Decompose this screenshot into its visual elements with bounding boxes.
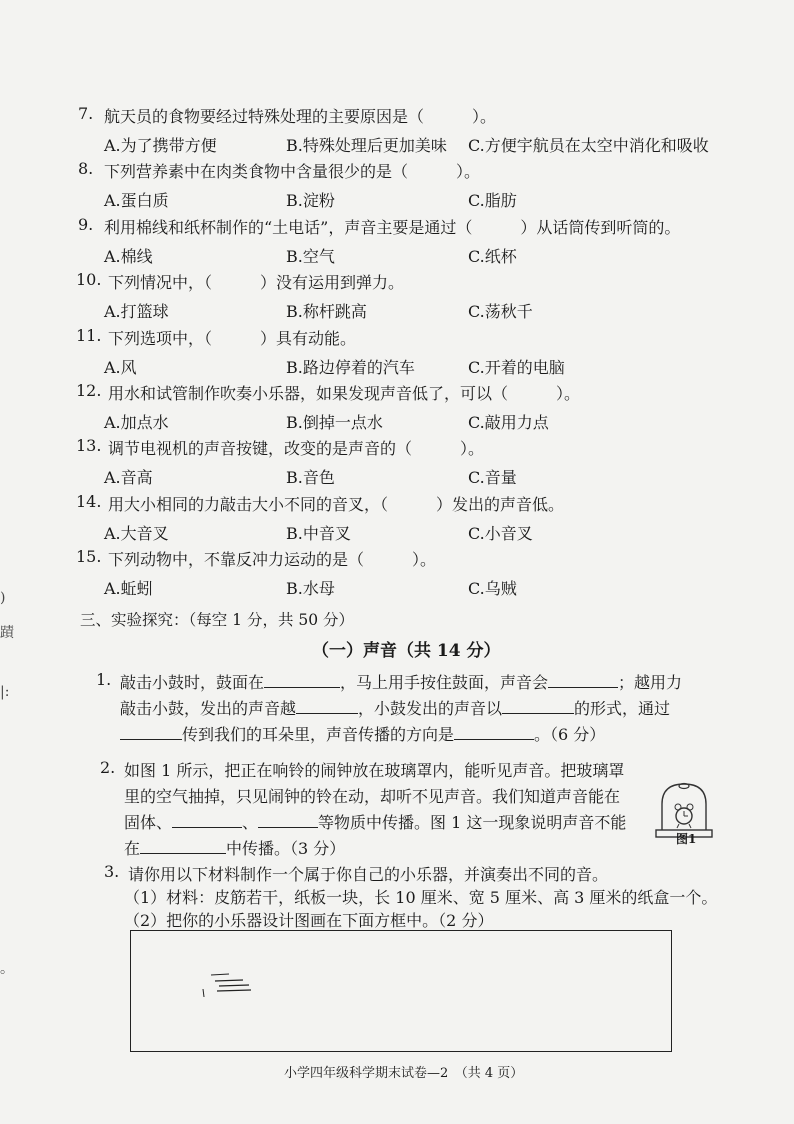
figure-1-label: 图1 (676, 832, 697, 846)
blank-2[interactable] (548, 671, 618, 688)
option-a[interactable]: A.音高 (104, 468, 153, 488)
blank-5[interactable] (120, 723, 182, 740)
q2-line2: 里的空气抽掉，只见闹钟的铃在动，却听不见声音。我们知道声音能在 (124, 787, 621, 806)
question-number: 15. (76, 547, 102, 567)
option-a[interactable]: A.打篮球 (104, 302, 169, 322)
option-a[interactable]: A.加点水 (104, 413, 169, 432)
question-number: 14. (76, 491, 102, 511)
option-b[interactable]: B.水母 (286, 579, 335, 599)
question-number: 7. (78, 104, 94, 123)
option-b[interactable]: B.特殊处理后更加美味 (286, 136, 447, 155)
question-number: 13. (76, 436, 102, 456)
option-c[interactable]: C.纸杯 (468, 246, 517, 266)
option-a[interactable]: A.蚯蚓 (104, 579, 153, 599)
question-number: 10. (76, 270, 102, 290)
question-stem: 用水和试管制作吹奏小乐器，如果发现声音低了，可以（ ）。 (108, 384, 581, 403)
q1-line2: 敲击小鼓，发出的声音越 ，小鼓发出的声音以 的形式，通过 (120, 699, 671, 718)
option-a[interactable]: A.蛋白质 (104, 191, 169, 211)
blank-8[interactable] (258, 811, 318, 828)
q3-line2: （1）材料：皮筋若干，纸板一块，长 10 厘米、宽 5 厘米、高 3 厘米的纸盒一个。 (124, 888, 718, 907)
margin-mark: 。 (0, 961, 14, 977)
pencil-scribble (201, 971, 261, 1001)
blank-6[interactable] (454, 723, 534, 740)
section-3-title: 三、实验探究：（每空 1 分，共 50 分） (80, 611, 355, 629)
question-stem: 航天员的食物要经过特殊处理的主要原因是（ ）。 (104, 107, 497, 126)
q3-line1: 请你用以下材料制作一个属于你自己的小乐器，并演奏出不同的音。 (128, 865, 609, 884)
option-c[interactable]: C.开着的电脑 (468, 357, 565, 377)
question-number: 9. (78, 214, 94, 234)
margin-mark: ) (0, 590, 6, 606)
q2-line1: 如图 1 所示，把正在响铃的闹钟放在玻璃罩内，能听见声音。把玻璃罩 (124, 761, 625, 780)
option-a[interactable]: A.为了携带方便 (104, 136, 217, 155)
option-c[interactable]: C.脂肪 (468, 191, 517, 211)
option-b[interactable]: B.空气 (286, 246, 335, 266)
question-stem: 下列选项中，（ ）具有动能。 (108, 328, 357, 348)
option-a[interactable]: A.风 (104, 357, 137, 377)
option-b[interactable]: B.淀粉 (286, 191, 335, 211)
design-drawing-box[interactable] (130, 930, 672, 1052)
option-b[interactable]: B.称杆跳高 (286, 302, 367, 322)
option-b[interactable]: B.路边停着的汽车 (286, 357, 415, 377)
margin-mark: 蹟 (0, 625, 14, 641)
option-c[interactable]: C.音量 (468, 468, 517, 488)
q2-number: 2. (100, 758, 116, 777)
question-stem: 下列动物中，不靠反冲力运动的是（ ）。 (108, 550, 437, 570)
option-c[interactable]: C.乌贼 (468, 579, 517, 599)
option-c[interactable]: C.荡秋千 (468, 302, 533, 322)
question-stem: 利用棉线和纸杯制作的“土电话”，声音主要是通过（ ）从话筒传到听筒的。 (104, 217, 681, 237)
option-b[interactable]: B.倒掉一点水 (286, 413, 383, 432)
q1-number: 1. (96, 670, 112, 689)
question-number: 8. (78, 159, 94, 179)
option-b[interactable]: B.中音叉 (286, 523, 351, 543)
question-number: 12. (76, 381, 102, 400)
question-number: 11. (76, 325, 102, 345)
question-stem: 调节电视机的声音按键，改变的是声音的（ ）。 (108, 439, 485, 459)
page-footer: 小学四年级科学期末试卷—2 （共 4 页） (284, 1066, 524, 1081)
option-c[interactable]: C.小音叉 (468, 523, 533, 543)
q3-line3: （2）把你的小乐器设计图画在下面方框中。（2 分） (124, 911, 494, 930)
q1-line1: 敲击小鼓时，鼓面在 ，马上用手按住鼓面，声音会 ；越用力 (120, 673, 683, 692)
option-c[interactable]: C.敲用力点 (468, 413, 549, 432)
option-a[interactable]: A.大音叉 (104, 523, 169, 543)
blank-7[interactable] (172, 811, 242, 828)
q2-line4: 在 中传播。（3 分） (124, 839, 346, 858)
blank-3[interactable] (296, 697, 358, 714)
question-stem: 下列营养素中在肉类食物中含量很少的是（ ）。 (104, 162, 481, 182)
option-b[interactable]: B.音色 (286, 468, 335, 488)
subsection-sound-title: （一）声音（共 14 分） (312, 641, 501, 661)
q3-number: 3. (104, 862, 120, 881)
option-c[interactable]: C.方便宇航员在太空中消化和吸收 (468, 136, 709, 155)
blank-1[interactable] (264, 671, 340, 688)
q2-line3: 固体、 、 等物质中传播。图 1 这一现象说明声音不能 (124, 813, 627, 832)
question-stem: 下列情况中，（ ）没有运用到弹力。 (108, 273, 405, 293)
q1-line3: 传到我们的耳朵里，声音传播的方向是 。（6 分） (120, 722, 605, 745)
question-stem: 用大小相同的力敲击大小不同的音叉，（ ）发出的声音低。 (108, 494, 565, 514)
blank-9[interactable] (140, 837, 226, 854)
margin-mark: |: (0, 684, 10, 700)
option-a[interactable]: A.棉线 (104, 246, 153, 266)
blank-4[interactable] (502, 697, 574, 714)
